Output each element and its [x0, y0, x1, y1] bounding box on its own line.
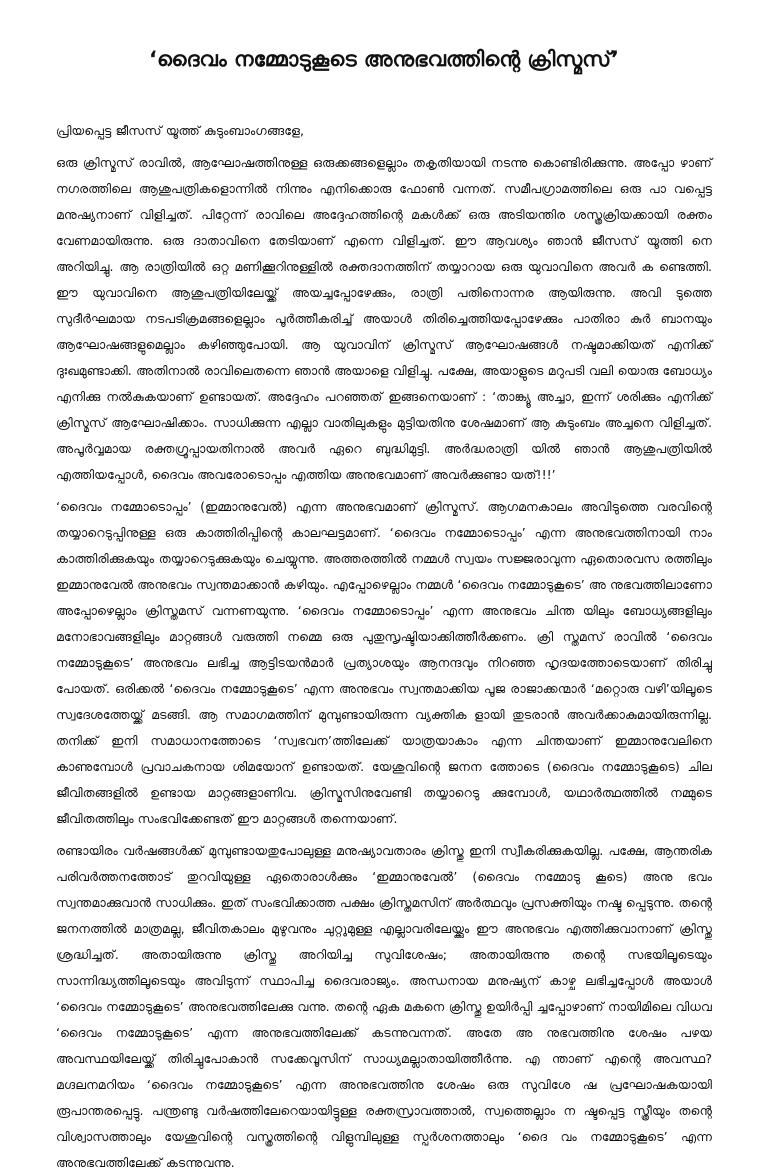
paragraph-3: രണ്ടായിരം വർഷങ്ങൾക്ക് മുമ്പുണ്ടായതുപോലുള്ള മനുഷ്യാവതാരം ക്രിസ്തു ഇനി സ്വീകരിക്കുകയില്ല. പക്ഷേ, ആന്തരിക പരിവർത്തനത്തോട് തുറവിയുള്ള ഏതൊരാൾക്കും ‘ഇമ്മാനുവേൽ’ (ദൈവം നമ്മോടു കൂടെ) അനു ഭവം സ്വന്തമാക്കുവാൻ സാധിക്കും. ഇത് സംഭവിക്കാത്ത പക്ഷം ക്രിസ്തമസിന് അർത്ഥവും പ്രസക്തിയും നഷ്ട പ്പെടുന്നു. തന്റെ ജനനത്തിൽ മാത്രമല്ല, ജീവിതകാലം മുഴുവനും ചുറ്റുമുള്ള എല്ലാവരിലേയ്ക്കും ഈ അനുഭവം എത്തിക്കുവാനാണ് ക്രിസ്തു ശ്രദ്ധിച്ചത്. അതായിരുന്നു ക്രിസ്തു അറിയിച്ച സുവിശേഷം; അതായിരുന്നു തന്റെ സഭയിലൂടെയും സാന്നിദ്ധ്യത്തിലൂടെയും അവിടുന്ന് സ്ഥാപിച്ച ദൈവരാജ്യം. അന്ധനായ മനുഷ്യന് കാഴ്ച ലഭിച്ചപ്പോൾ അയാൾ ‘ദൈവം നമ്മോടുകൂടെ’ അനുഭവത്തിലേക്കു വന്നു. തന്റെ ഏക മകനെ ക്രിസ്തു ഉയിർപ്പി ച്ചപ്പോഴാണ് നായിമിലെ വിധവ ‘ദൈവം നമ്മോടുകൂടെ’ എന്ന അനുഭവത്തിലേക്ക് കടന്നുവന്നത്. അതേ അ നുഭവത്തിനു ശേഷം പഴയ അവസ്ഥയിലേയ്ക്ക് തിരിച്ചുപോകാൻ സക്കേവൂസിന് സാധ്യമല്ലാതായിത്തീർന്നു. എ ന്താണ് എന്റെ അവസ്ഥ? മഗ്ദലനമറിയം ‘ദൈവം നമ്മോടുകൂടെ’ എന്ന അനുഭവത്തിനു ശേഷം ഒരു സുവിശേ ഷ പ്രഘോഷകയായി രൂപാന്തരപ്പെട്ടു. പന്ത്രണ്ടു വർഷത്തിലേറെയായിട്ടുള്ള രക്തസ്രാവത്താൽ, സ്വത്തെല്ലാം ന ഷ്ടപ്പെട്ട സ്ത്രീയും തന്റെ വിശ്വാസത്താലും യേശുവിന്റെ വസ്ത്രത്തിന്റെ വിളുമ്പിലുള്ള സ്പർശനത്താലും ‘ദൈ വം നമ്മോടുകൂടെ’ എന്ന അനുഭവത്തിലേക്ക് കടന്നുവന്നു.	[56, 843, 712, 1170]
paragraph-2: ‘ദൈവം നമ്മോടൊപ്പം’ (ഇമ്മാനുവേൽ) എന്ന അനുഭവമാണ് ക്രിസ്മസ്. ആഗമനകാലം അവിടുത്തെ വരവിന്റെ തയ്യാറെടുപ്പിനുള്ള ഒരു കാത്തിരിപ്പിന്റെ കാലഘട്ടമാണ്. ‘ദൈവം നമ്മോടൊപ്പം’ എന്ന അനുഭവത്തിനായി നാം കാത്തിരിക്കുകയും തയ്യാറെടുക്കുകയും ചെയ്യുന്നു. അത്തരത്തിൽ നമ്മൾ സ്വയം സജ്ജരാവുന്ന ഏതൊരവസ രത്തിലും ഇമ്മാനുവേൽ അനുഭവം സ്വന്തമാക്കാൻ കഴിയും. എപ്പോഴെല്ലാം നമ്മൾ ‘ദൈവം നമ്മോടുകൂടെ’ അ നുഭവത്തിലാണോ അപ്പോഴെല്ലാം ക്രിസ്തമസ് വന്നണയുന്നു. ‘ദൈവം നമ്മോടൊപ്പം’ എന്ന അനുഭവം ചിന്ത യിലും ബോധ്യങ്ങളിലും മനോഭാവങ്ങളിലും മാറ്റങ്ങൾ വരുത്തി നമ്മെ ഒരു പുതുസൃഷ്ടിയാക്കിത്തീർക്കണം. ക്രി സ്തമസ് രാവിൽ ‘ദൈവം നമ്മോടുകൂടെ’ അനുഭവം ലഭിച്ച ആട്ടിടയൻമാർ പ്രത്യാശയും ആനന്ദവും നിറഞ്ഞ ഹൃദയത്തോടെയാണ് തിരിച്ചു പോയത്. ഒരിക്കൽ ‘ദൈവം നമ്മോടുകൂടെ’ എന്ന അനുഭവം സ്വന്തമാക്കിയ പൂജ രാജാക്കന്മാർ ‘മറ്റൊരു വഴി’യിലൂടെ സ്വദേശത്തേയ്ക്ക് മടങ്ങി. ആ സമാഗമത്തിന് മുമ്പുണ്ടായിരുന്ന വ്യക്തിക ളായി തുടരാൻ അവർക്കാകുമായിരുന്നില്ല. തനിക്ക് ഇനി സമാധാനത്തോടെ ‘സ്വഭവന’ത്തിലേക്ക് യാത്രയാകാം എന്ന ചിന്തയാണ് ഇമ്മാനുവേലിനെ കാണുമ്പോൾ പ്രവാചകനായ ശിമയോന് ഉണ്ടായത്. യേശുവിന്റെ ജനന ത്തോടെ (ദൈവം നമ്മോടുകൂടെ) ചില ജീവിതങ്ങളിൽ ഉണ്ടായ മാറ്റങ്ങളാണിവ. ക്രിസ്മസിനുവേണ്ടി തയ്യാറെടു ക്കുമ്പോൾ, യഥാർത്ഥത്തിൽ നമ്മുടെ ജീവിതത്തിലും സംഭവിക്കേണ്ടത് ഈ മാറ്റങ്ങൾ തന്നെയാണ്.	[56, 499, 712, 826]
paragraph-1: ഒരു ക്രിസ്മസ് രാവിൽ, ആഘോഷത്തിനുള്ള ഒരുക്കങ്ങളെല്ലാം തകൃതിയായി നടന്നു കൊണ്ടിരിക്കുന്നു. അപ്പോ ഴാണ് നഗരത്തിലെ ആശുപത്രികളൊന്നിൽ നിന്നും എനിക്കൊരു ഫോൺ വന്നത്. സമീപഗ്രാമത്തിലെ ഒരു പാ വപ്പെട്ട മനുഷ്യനാണ് വിളിച്ചത്. പിറ്റേന്ന് രാവിലെ അദ്ദേഹത്തിന്റെ മകൾക്ക് ഒരു അടിയന്തിര ശസ്ത്രക്രിയക്കായി രക്തം വേണമായിരുന്നു. ഒരു ദാതാവിനെ തേടിയാണ് എന്നെ വിളിച്ചത്. ഈ ആവശ്യം ഞാൻ ജീസസ് യൂത്തി നെ അറിയിച്ചു. ആ രാത്രിയിൽ ഒറ്റ മണിക്കൂറിനുള്ളിൽ രക്തദാനത്തിന് തയ്യാറായ ഒരു യുവാവിനെ അവർ ക ണ്ടെത്തി. ഈ യുവാവിനെ ആശുപത്രിയിലേയ്ക്ക് അയച്ചപ്പോഴേക്കും, രാത്രി പതിനൊന്നര ആയിരുന്നു. അവി ടുത്തെ സുദീർഘമായ നടപടിക്രമങ്ങളെല്ലാം പൂർത്തീകരിച്ച് അയാൾ തിരിച്ചെത്തിയപ്പോഴേക്കും പാതിരാ കുർ ബാനയും ആഘോഷങ്ങളുമെല്ലാം കഴിഞ്ഞുപോയി. ആ യുവാവിന് ക്രിസ്മസ് ആഘോഷങ്ങൾ നഷ്ടമാക്കിയത് എനിക്ക് ദുഃഖമുണ്ടാക്കി. അതിനാൽ രാവിലെതന്നെ ഞാൻ അയാളെ വിളിച്ചു. പക്ഷേ, അയാളുടെ മറുപടി വലി യൊരു ബോധ്യം എനിക്കു നൽകുകയാണ് ഉണ്ടായത്. അദ്ദേഹം പറഞ്ഞത് ഇങ്ങനെയാണ് : ‘താങ്ക്യൂ അച്ചാ, ഇന്ന് ശരിക്കും എനിക്ക് ക്രിസ്മസ് ആഘോഷിക്കാം. സാധിക്കുന്ന എല്ലാ വാതിലുകളും മുട്ടിയതിനു ശേഷമാണ് ആ കുടുംബം അച്ചനെ വിളിച്ചത്. അപൂർവ്വമായ രക്തഗ്രൂപ്പായതിനാൽ അവർ ഏറെ ബുദ്ധിമുട്ടി. അർദ്ധരാത്രി യിൽ ഞാൻ ആശുപത്രിയിൽ എത്തിയപ്പോൾ, ദൈവം അവരോടൊപ്പം എത്തിയ അനുഭവമാണ് അവർക്കുണ്ടാ യത്!!!’	[56, 155, 712, 482]
salutation: പ്രിയപ്പെട്ട ജീസസ് യൂത്ത് കുടുംബാംഗങ്ങളേ,	[56, 123, 304, 138]
document-title: ‘ദൈവം നമ്മോടുകൂടെ അനുഭവത്തിന്റെ ക്രിസ്മസ്’	[148, 47, 619, 71]
